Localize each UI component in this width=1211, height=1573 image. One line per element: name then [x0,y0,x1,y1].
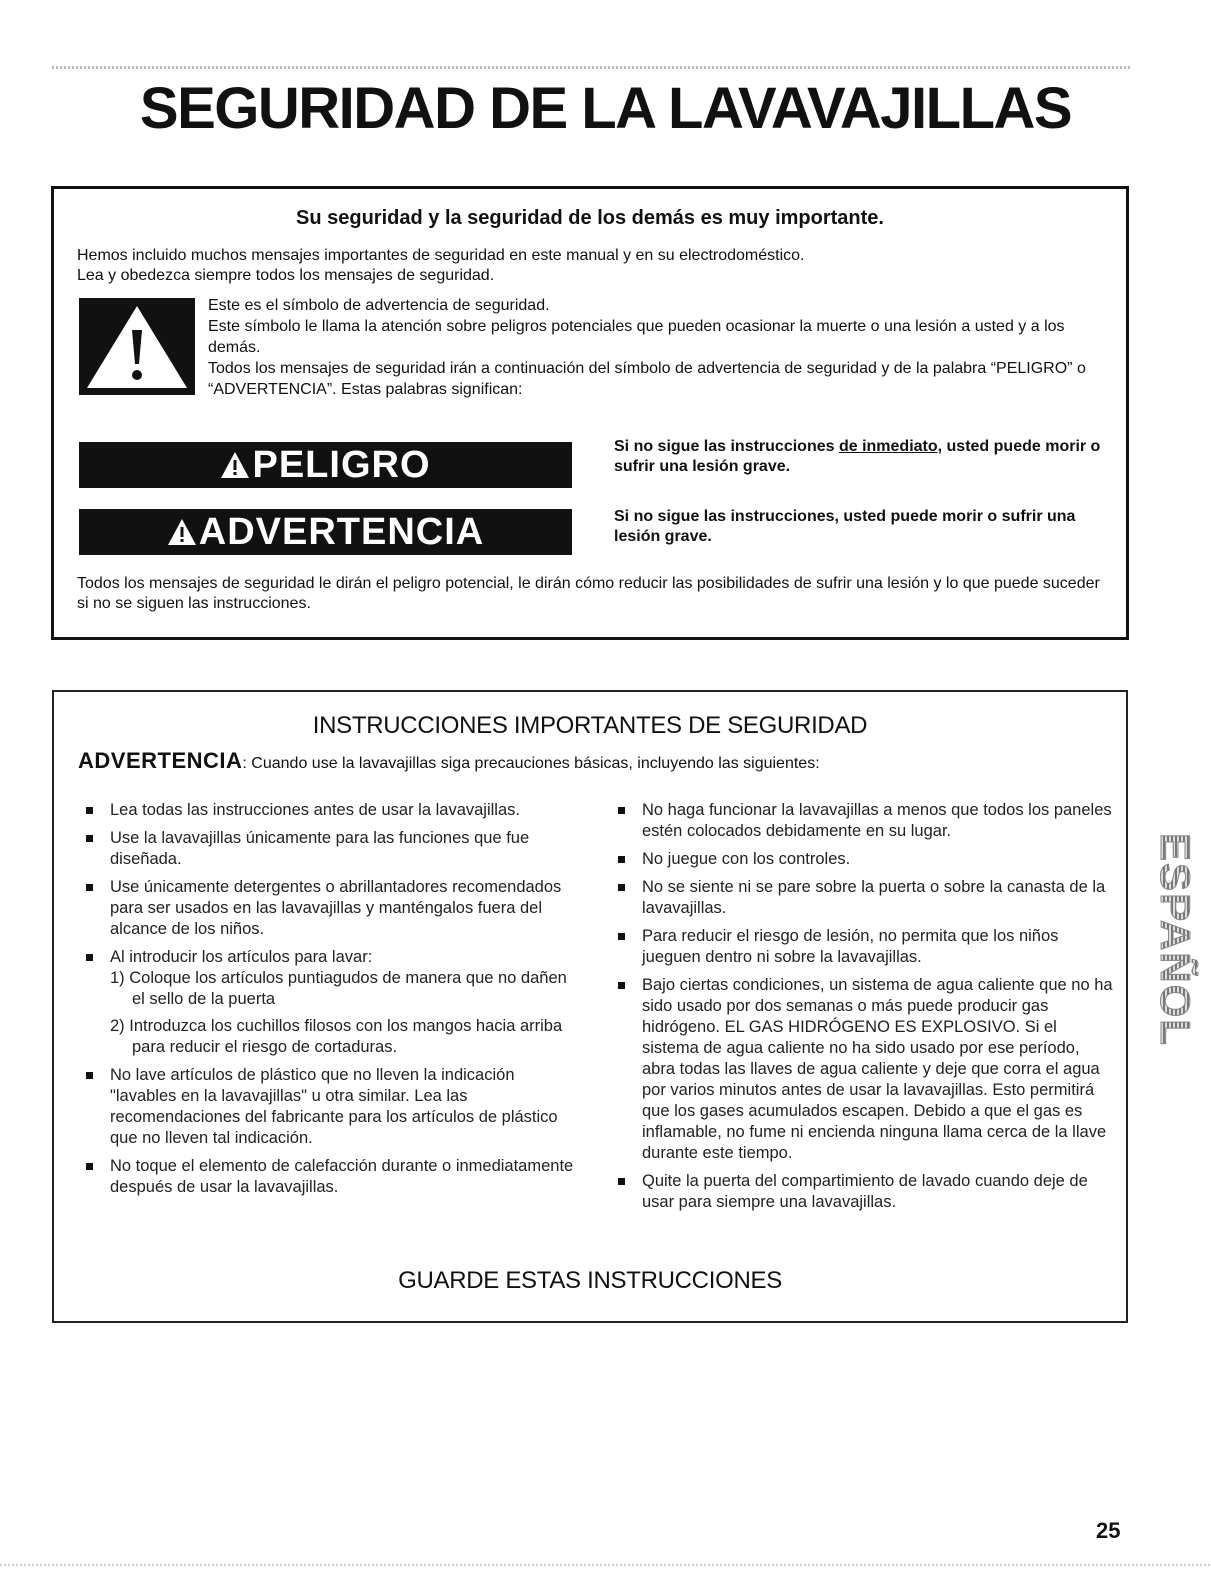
instructions-heading: INSTRUCCIONES IMPORTANTES DE SEGURIDAD [312,712,868,739]
instructions-right-column [616,800,1116,1220]
side-tab-label: ESPAÑOL [1152,833,1200,1047]
instructions-warning-text: : Cuando use la lavavajillas siga precauciones básicas, incluyendo las siguientes: [242,755,820,772]
page-number: 25 [1096,1518,1121,1543]
symbol-text-line: Este símbolo le llama la atención sobre peligros potenciales que pueden ocasionar la muerte o una lesión a usted y a los demás. [208,318,1065,356]
language-side-tab [1150,820,1200,1060]
list-item-text: Quite la puerta del compartimiento de lavado cuando deje de usar para siempre una lavavajillas. [642,1172,1088,1211]
bullet-icon [86,884,93,891]
safety-message-box [51,186,1129,640]
list-item [84,800,584,821]
list-item [84,947,584,1058]
bullet-icon [618,856,625,863]
safety-box-heading: Su seguridad y la seguridad de los demás es muy importante. [296,207,884,229]
safety-intro [77,246,805,286]
warning-label: ADVERTENCIA [198,511,485,553]
list-item-text: No se siente ni se pare sobre la puerta o sobre la canasta de la lavavajillas. [642,878,1106,917]
bullet-icon [618,982,625,989]
list-item-text: Al introducir los artículos para lavar: [110,948,373,966]
instructions-left-column [84,800,584,1205]
danger-label: PELIGRO [252,444,431,486]
list-item [84,1065,584,1149]
list-item [616,800,1116,842]
list-item-text: Para reducir el riesgo de lesión, no permita que los niños jueguen dentro ni sobre la lavavajillas. [642,927,1059,966]
warning-triangle-icon [167,518,197,546]
bullet-icon [86,1072,93,1079]
instructions-warning-line [78,748,820,774]
warning-triangle-icon [79,298,195,395]
danger-desc-part: , usted puede morir o sufrir una lesión grave. [614,438,1101,475]
list-item-text: Bajo ciertas condiciones, un sistema de agua caliente que no ha sido usado por dos semanas o más puede producir gas hidrógeno. EL GAS HIDRÓGENO ES EXPLOSIVO. Si el sistema de agua caliente no ha sido usado por ese período, abra todas las llaves de agua caliente y deje que corra el agua por varios minutos antes de usar la lavavajillas. Esto permitirá que los gases acumulados escapen. Debido a que el gas es inflamable, no fume ni encienda ninguna llama cerca de la llave durante este tiempo. [642,976,1113,1162]
sub-list [110,968,584,1058]
intro-line: Lea y obedezca siempre todos los mensajes de seguridad. [77,267,495,284]
warning-description: Si no sigue las instrucciones, usted puede morir o sufrir una lesión grave. [614,508,1076,545]
list-item-text: No toque el elemento de calefacción durante o inmediatamente después de usar la lavavajillas. [110,1157,574,1196]
intro-line: Hemos incluido muchos mensajes importantes de seguridad en este manual y en su electrodoméstico. [77,247,805,264]
bullet-icon [618,933,625,940]
safety-outro: Todos los mensajes de seguridad le dirán el peligro potencial, le dirán cómo reducir las posibilidades de sufrir una lesión y lo que puede suceder si no se siguen las instrucciones. [77,575,1100,612]
top-dotted-rule [52,66,1130,69]
page-title: SEGURIDAD DE LA LAVAVAJILLAS [139,76,1072,141]
warning-triangle-icon [220,451,250,479]
danger-signal-bar [79,442,572,488]
bullet-icon [618,884,625,891]
list-item [84,828,584,870]
warning-signal-bar [79,509,572,555]
danger-description [614,437,1104,477]
save-instructions-footer: GUARDE ESTAS INSTRUCCIONES [398,1267,782,1294]
instructions-box [52,690,1128,1323]
list-item-text: Use la lavavajillas únicamente para las funciones que fue diseñada. [110,829,530,868]
bullet-icon [618,807,625,814]
list-item [616,877,1116,919]
sub-list-item: 2) Introduzca los cuchillos filosos con los mangos hacia arriba para reducir el riesgo de cortaduras. [110,1017,563,1056]
list-item-text: Lea todas las instrucciones antes de usar la lavavajillas. [110,801,520,819]
list-item [616,975,1116,1164]
bullet-icon [618,1178,625,1185]
bullet-icon [86,807,93,814]
symbol-text-line: Todos los mensajes de seguridad irán a continuación del símbolo de advertencia de seguridad y de la palabra “PELIGRO” o “ADVERTENCIA”. Estas palabras significan: [208,360,1086,398]
bullet-icon [86,954,93,961]
list-item [616,1171,1116,1213]
symbol-text-line: Este es el símbolo de advertencia de seguridad. [208,297,550,314]
list-item [84,1156,584,1198]
symbol-explanation [208,295,1108,400]
bullet-icon [86,835,93,842]
list-item [616,849,1116,870]
list-item-text: No juegue con los controles. [642,850,851,868]
list-item [84,877,584,940]
bullet-icon [86,1163,93,1170]
list-item-text: No haga funcionar la lavavajillas a menos que todos los paneles estén colocados debidamente en su lugar. [642,801,1112,840]
danger-desc-emphasis: de inmediato [838,438,938,455]
danger-desc-part: Si no sigue las instrucciones [614,438,839,455]
list-item [616,926,1116,968]
list-item-text: Use únicamente detergentes o abrillantadores recomendados para ser usados en las lavavajillas y manténgalos fuera del alcance de los niños. [110,878,562,938]
list-item-text: No lave artículos de plástico que no lleven la indicación "lavables en la lavavajillas" u otra similar. Lea las recomendaciones del fabricante para los artículos de plástico que no lleven tal indicación. [110,1066,558,1147]
sub-list-item: 1) Coloque los artículos puntiagudos de manera que no dañen el sello de la puerta [110,969,567,1008]
instructions-warning-label: ADVERTENCIA [78,748,243,773]
bottom-dotted-rule [0,1564,1211,1566]
